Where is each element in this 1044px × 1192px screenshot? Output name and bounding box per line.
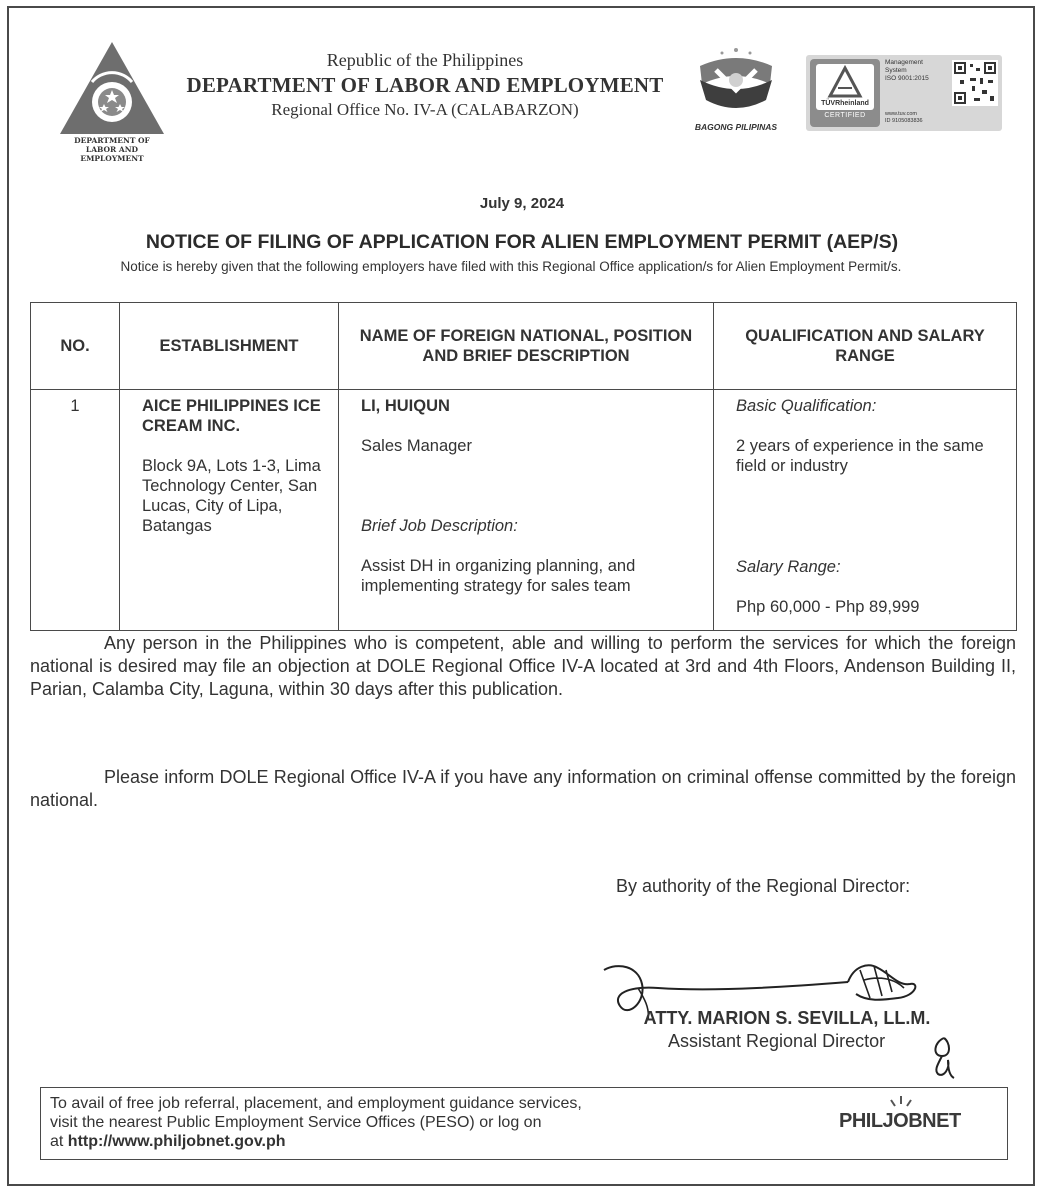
signer-name: ATTY. MARION S. SEVILLA, LL.M. bbox=[643, 1008, 931, 1028]
table-row bbox=[31, 390, 1017, 631]
bagong-pilipinas-caption: BAGONG PILIPINAS bbox=[694, 122, 778, 132]
philjobnet-link[interactable]: http://www.philjobnet.gov.ph bbox=[67, 1133, 286, 1150]
signer-title: Assistant Regional Director bbox=[668, 1031, 886, 1051]
inform-paragraph: Please inform DOLE Regional Office IV-A if you have any information on criminal offense committed by the foreign national. bbox=[30, 767, 1016, 810]
header-qualification: QUALIFICATION AND SALARY RANGE bbox=[714, 303, 1017, 390]
footer-line-3: at http://www.philjobnet.gov.ph bbox=[50, 1133, 286, 1150]
aep-applications-table bbox=[30, 302, 1017, 631]
qualification-cell bbox=[714, 390, 1017, 631]
establishment-cell bbox=[120, 390, 339, 631]
footer-text bbox=[50, 1094, 750, 1151]
footer-box bbox=[40, 1087, 1008, 1160]
iso-web-id: www.tuv.com ID 9105083836 bbox=[885, 111, 923, 124]
initial-mark bbox=[926, 1034, 960, 1080]
footer-line-1: To avail of free job referral, placement, and employment guidance services, bbox=[50, 1095, 582, 1112]
foreign-national-cell bbox=[339, 390, 714, 631]
letterhead bbox=[180, 48, 670, 121]
salary-range: Php 60,000 - Php 89,999 bbox=[736, 598, 920, 616]
bagong-pilipinas-logo bbox=[686, 40, 786, 135]
objection-paragraph: Any person in the Philippines who is competent, able and willing to perform the services for which the foreign national is desired may file an objection at DOLE Regional Office IV-A located at 3rd and 4th Floors, Andenson Building II, Parian, Calamba City, Laguna, within 30 days after this publication. bbox=[30, 633, 1016, 699]
establishment-address: Block 9A, Lots 1-3, Lima Technology Center, San Lucas, City of Lipa, Batangas bbox=[142, 457, 321, 535]
notice-title: NOTICE OF FILING OF APPLICATION FOR ALIEN EMPLOYMENT PERMIT (AEP/S) bbox=[145, 231, 899, 253]
tuv-badge bbox=[810, 59, 880, 127]
bagong-pilipinas-icon bbox=[686, 40, 786, 122]
department-name: DEPARTMENT OF LABOR AND EMPLOYMENT bbox=[186, 73, 664, 97]
tuv-triangle-icon bbox=[816, 64, 874, 100]
row-number: 1 bbox=[31, 390, 120, 631]
salary-range-label: Salary Range: bbox=[736, 558, 841, 576]
header-no: NO. bbox=[31, 303, 120, 390]
dole-triangle-icon bbox=[58, 40, 166, 136]
tuv-brand: TÜVRheinland bbox=[821, 100, 869, 107]
header-establishment: ESTABLISHMENT bbox=[120, 303, 339, 390]
brief-job-description: Assist DH in organizing planning, and implementing strategy for sales team bbox=[361, 557, 636, 595]
basic-qualification: 2 years of experience in the same field or industry bbox=[736, 437, 984, 475]
position-title: Sales Manager bbox=[361, 437, 472, 455]
philjobnet-wordmark: PHILJOBNET bbox=[839, 1110, 961, 1132]
regional-office: Regional Office No. IV-A (CALABARZON) bbox=[271, 100, 579, 119]
philjobnet-logo bbox=[839, 1094, 989, 1150]
brief-job-label: Brief Job Description: bbox=[361, 517, 518, 535]
authority-line: By authority of the Regional Director: bbox=[616, 876, 911, 896]
dole-logo bbox=[58, 40, 166, 163]
notice-subtitle: Notice is hereby given that the following employers have filed with this Regional Office application/s for Alien Employment Permit/s. bbox=[120, 259, 902, 274]
management-system-text: Management System ISO 9001:2015 bbox=[885, 59, 929, 82]
establishment-name: AICE PHILIPPINES ICE CREAM INC. bbox=[142, 397, 321, 435]
iso-certification-badge bbox=[806, 55, 1002, 131]
foreign-national-name: LI, HUIQUN bbox=[361, 397, 450, 415]
footer-line-2: visit the nearest Public Employment Service Offices (PESO) or log on bbox=[50, 1114, 542, 1131]
qr-code-icon bbox=[952, 60, 998, 106]
republic-line: Republic of the Philippines bbox=[326, 50, 524, 70]
header-foreign-national: NAME OF FOREIGN NATIONAL, POSITION AND BRIEF DESCRIPTION bbox=[339, 303, 714, 390]
basic-qualification-label: Basic Qualification: bbox=[736, 397, 877, 415]
certified-label: CERTIFIED bbox=[824, 112, 866, 119]
notice-date: July 9, 2024 bbox=[479, 195, 565, 212]
table-header-row bbox=[31, 303, 1017, 390]
dole-logo-caption: DEPARTMENT OF LABOR AND EMPLOYMENT bbox=[74, 136, 150, 163]
